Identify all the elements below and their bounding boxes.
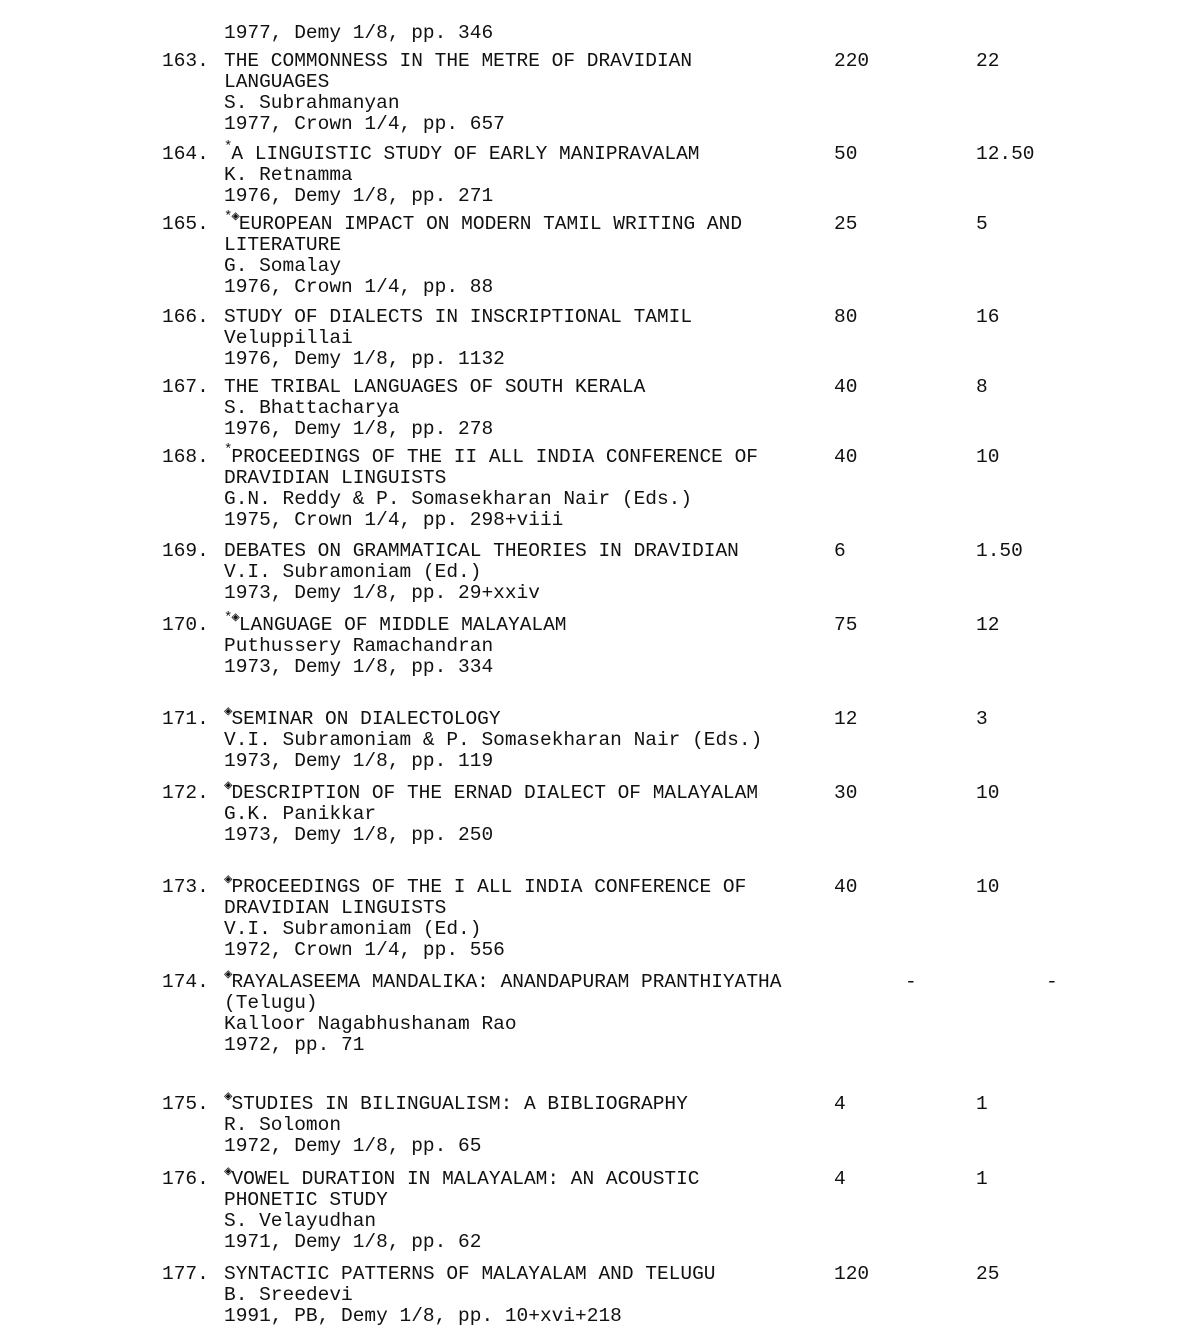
- entry-title: SEMINAR ON DIALECTOLOGY: [231, 708, 501, 730]
- entry-price-inr: 12: [834, 708, 858, 730]
- entry-title-line: [224, 306, 692, 328]
- entry-details: 1973, Demy 1/8, pp. 334: [224, 656, 494, 678]
- entry-price-foreign: 12: [976, 614, 1000, 636]
- entry-number: 173.: [162, 876, 209, 898]
- entry-price-foreign: 5: [976, 213, 988, 235]
- entry-title: STUDY OF DIALECTS IN INSCRIPTIONAL TAMIL: [224, 306, 693, 328]
- entry-price-inr: 4: [834, 1168, 846, 1190]
- entry-author: R. Solomon: [224, 1114, 342, 1136]
- entry-author: Puthussery Ramachandran: [224, 635, 494, 657]
- entry-title-continued: DRAVIDIAN LINGUISTS: [224, 897, 447, 919]
- entry-title: SYNTACTIC PATTERNS OF MALAYALAM AND TELUGU: [224, 1263, 716, 1285]
- entry-title: THE TRIBAL LANGUAGES OF SOUTH KERALA: [224, 376, 646, 398]
- entry-title: RAYALASEEMA MANDALIKA: ANANDAPURAM PRANTHIYATHA: [231, 971, 782, 993]
- entry-title-line: [224, 1164, 700, 1190]
- entry-details: 1977, Crown 1/4, pp. 657: [224, 113, 505, 135]
- entry-number: 174.: [162, 971, 209, 993]
- entry-title-line: [224, 209, 743, 235]
- entry-title-line: [224, 1089, 688, 1115]
- entry-title-line: [224, 442, 758, 468]
- entry-price-foreign: 10: [976, 876, 1000, 898]
- entry-mark-icon: *: [224, 442, 232, 458]
- entry-title: VOWEL DURATION IN MALAYALAM: AN ACOUSTIC: [231, 1168, 700, 1190]
- entry-details: 1973, Demy 1/8, pp. 119: [224, 750, 494, 772]
- entry-price-inr: 50: [834, 143, 858, 165]
- entry-price-inr: 6: [834, 540, 846, 562]
- entry-author: G. Somalay: [224, 255, 342, 277]
- entry-title-line: [224, 704, 501, 730]
- entry-price-inr: 4: [834, 1093, 846, 1115]
- entry-mark-icon: ◈: [224, 967, 232, 983]
- entry-number: 167.: [162, 376, 209, 398]
- entry-price-foreign: 16: [976, 306, 1000, 328]
- entry-price-inr: 25: [834, 213, 858, 235]
- entry-title-line: [224, 610, 567, 636]
- entry-price-foreign: 12.50: [976, 143, 1035, 165]
- entry-number: 172.: [162, 782, 209, 804]
- entry-price-foreign: 8: [976, 376, 988, 398]
- entry-mark-icon: ◈: [224, 704, 232, 720]
- entry-price-foreign: 1: [976, 1093, 988, 1115]
- entry-number: 168.: [162, 446, 209, 468]
- entry-title: LANGUAGE OF MIDDLE MALAYALAM: [238, 614, 567, 636]
- entry-details: 1976, Crown 1/4, pp. 88: [224, 276, 494, 298]
- entry-author: G.K. Panikkar: [224, 803, 377, 825]
- entry-title-continued: PHONETIC STUDY: [224, 1189, 388, 1211]
- entry-title-continued: LITERATURE: [224, 234, 342, 256]
- entry-author: S. Bhattacharya: [224, 397, 400, 419]
- entry-title-line: [224, 967, 782, 993]
- entry-price-foreign: 10: [976, 782, 1000, 804]
- entry-details: 1976, Demy 1/8, pp. 271: [224, 185, 494, 207]
- entry-title: THE COMMONNESS IN THE METRE OF DRAVIDIAN: [224, 50, 693, 72]
- entry-author: Kalloor Nagabhushanam Rao: [224, 1013, 517, 1035]
- entry-title: EUROPEAN IMPACT ON MODERN TAMIL WRITING AND: [238, 213, 743, 235]
- entry-author: S. Subrahmanyan: [224, 92, 400, 114]
- entry-title: A LINGUISTIC STUDY OF EARLY MANIPRAVALAM: [231, 143, 700, 165]
- entry-author: K. Retnamma: [224, 164, 353, 186]
- entry-author: V.I. Subramoniam & P. Somasekharan Nair (Eds.): [224, 729, 763, 751]
- entry-details: 1975, Crown 1/4, pp. 298+viii: [224, 509, 564, 531]
- entry-price-foreign: 22: [976, 50, 1000, 72]
- entry-price-inr: -: [905, 971, 917, 993]
- entry-title: STUDIES IN BILINGUALISM: A BIBLIOGRAPHY: [231, 1093, 688, 1115]
- entry-title: PROCEEDINGS OF THE II ALL INDIA CONFERENCE OF: [231, 446, 758, 468]
- entry-price-inr: 40: [834, 446, 858, 468]
- entry-price-inr: 30: [834, 782, 858, 804]
- entry-details: 1972, pp. 71: [224, 1034, 365, 1056]
- entry-details: 1972, Crown 1/4, pp. 556: [224, 939, 505, 961]
- entry-title-line: [224, 139, 700, 165]
- entry-number: 166.: [162, 306, 209, 328]
- entry-price-foreign: 25: [976, 1263, 1000, 1285]
- entry-mark-icon: *◈: [224, 209, 239, 225]
- entry-details: 1973, Demy 1/8, pp. 250: [224, 824, 494, 846]
- entry-author: V.I. Subramoniam (Ed.): [224, 561, 482, 583]
- entry-author: B. Sreedevi: [224, 1284, 353, 1306]
- entry-title: DESCRIPTION OF THE ERNAD DIALECT OF MALAYALAM: [231, 782, 759, 804]
- entry-title-line: [224, 872, 747, 898]
- entry-price-inr: 220: [834, 50, 870, 72]
- entry-title-continued: DRAVIDIAN LINGUISTS: [224, 467, 447, 489]
- entry-number: 170.: [162, 614, 209, 636]
- entry-title: DEBATES ON GRAMMATICAL THEORIES IN DRAVIDIAN: [224, 540, 739, 562]
- entry-mark-icon: ◈: [224, 1164, 232, 1180]
- entry-price-inr: 40: [834, 376, 858, 398]
- entry-details: 1972, Demy 1/8, pp. 65: [224, 1135, 482, 1157]
- entry-title-line: [224, 540, 739, 562]
- entry-author: V.I. Subramoniam (Ed.): [224, 918, 482, 940]
- entry-details: 1991, PB, Demy 1/8, pp. 10+xvi+218: [224, 1305, 622, 1327]
- entry-number: 163.: [162, 50, 209, 72]
- entry-details: 1976, Demy 1/8, pp. 278: [224, 418, 494, 440]
- entry-mark-icon: *: [224, 139, 232, 155]
- entry-number: 175.: [162, 1093, 209, 1115]
- entry-price-foreign: 1.50: [976, 540, 1023, 562]
- entry-title-line: [224, 1263, 715, 1285]
- entry-price-inr: 75: [834, 614, 858, 636]
- entry-title-continued: (Telugu): [224, 992, 318, 1014]
- previous-entry-details: 1977, Demy 1/8, pp. 346: [224, 22, 494, 44]
- entry-price-inr: 40: [834, 876, 858, 898]
- entry-number: 164.: [162, 143, 209, 165]
- entry-number: 165.: [162, 213, 209, 235]
- entry-price-foreign: 10: [976, 446, 1000, 468]
- entry-details: 1976, Demy 1/8, pp. 1132: [224, 348, 505, 370]
- entry-title: PROCEEDINGS OF THE I ALL INDIA CONFERENCE OF: [231, 876, 747, 898]
- entry-mark-icon: *◈: [224, 610, 239, 626]
- entry-price-foreign: 3: [976, 708, 988, 730]
- entry-details: 1971, Demy 1/8, pp. 62: [224, 1231, 482, 1253]
- entry-title-line: [224, 376, 645, 398]
- entry-title-line: [224, 50, 692, 72]
- entry-mark-icon: ◈: [224, 778, 232, 794]
- entry-mark-icon: ◈: [224, 1089, 232, 1105]
- entry-author: Veluppillai: [224, 327, 353, 349]
- entry-number: 176.: [162, 1168, 209, 1190]
- entry-number: 177.: [162, 1263, 209, 1285]
- entry-number: 171.: [162, 708, 209, 730]
- entry-number: 169.: [162, 540, 209, 562]
- entry-author: G.N. Reddy & P. Somasekharan Nair (Eds.): [224, 488, 693, 510]
- entry-author: S. Velayudhan: [224, 1210, 377, 1232]
- entry-mark-icon: ◈: [224, 872, 232, 888]
- entry-title-continued: LANGUAGES: [224, 71, 330, 93]
- entry-price-foreign: -: [1046, 971, 1058, 993]
- entry-price-inr: 120: [834, 1263, 870, 1285]
- entry-details: 1973, Demy 1/8, pp. 29+xxiv: [224, 582, 540, 604]
- entry-price-foreign: 1: [976, 1168, 988, 1190]
- entry-price-inr: 80: [834, 306, 858, 328]
- entry-title-line: [224, 778, 759, 804]
